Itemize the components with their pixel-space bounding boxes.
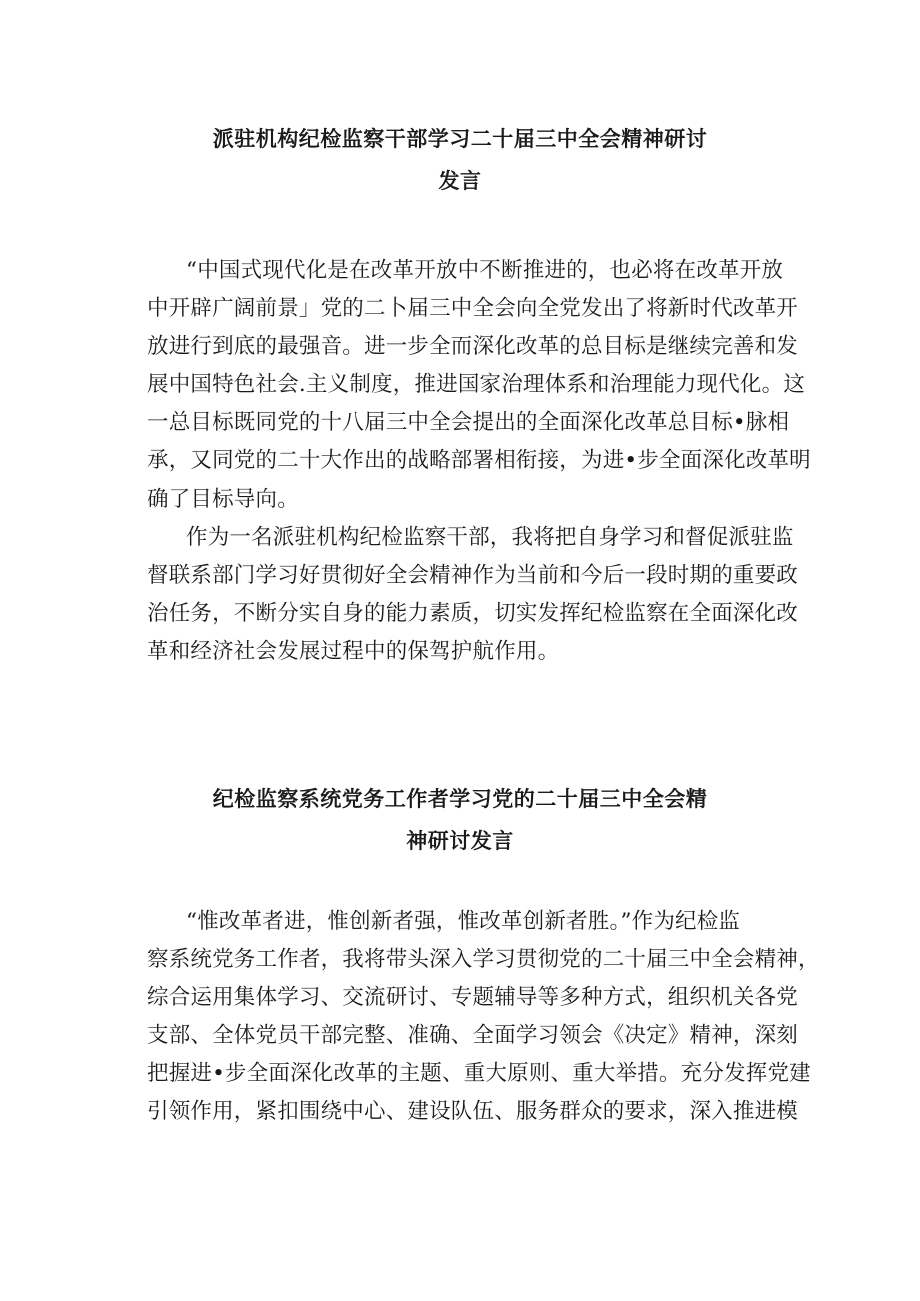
- section2-title-line: 纪检监察系统党务工作者学习党的二十届三中全会精: [212, 787, 708, 811]
- text-line: “惟改革者进，惟创新者强，惟改革创新者胜。”作为纪检监: [186, 909, 741, 934]
- text-line: 把握进•步全面深化改革的主题、重大原则、重大举措。充分发挥党建: [147, 1061, 811, 1087]
- section1-title-line: 派驻机构纪检监察干部学习二十届三中全会精神研讨: [212, 127, 708, 151]
- text-line: 中开辟广阔前景」党的二卜届三中全会向全党发出了将新时代改革开: [147, 296, 799, 322]
- text-line: 引领作用，紧扣围绕中心、建设队伍、服务群众的要求，深入推进模: [147, 1099, 799, 1125]
- text-line: 革和经济社会发展过程中的保驾护航作用。: [147, 638, 560, 664]
- section2-title: [0, 778, 920, 862]
- text-line: 作为一名派驻机构纪检监察干部，我将把自身学习和督促派驻监: [186, 524, 794, 550]
- section2-paragraph-1: [147, 903, 820, 1132]
- section1-paragraph-1: [147, 252, 811, 519]
- section1-title-line: 发言: [438, 169, 482, 193]
- text-line: 承，又同党的二十大作出的战略部署相衔接，为进•步全面深化改革明: [147, 448, 811, 474]
- section1-paragraph-2: [147, 519, 797, 671]
- section1-body: [147, 252, 811, 671]
- section2-title-line: 神研讨发言: [406, 829, 514, 853]
- text-line: 确了目标导向。: [147, 486, 299, 512]
- text-line: 支部、全体党员干部完整、准确、全面学习领会《决定》精神，深刻: [147, 1023, 799, 1049]
- text-line: 治任务，不断分实自身的能力素质，切实发挥纪检监察在全面深化改: [147, 600, 799, 626]
- text-line: 放进行到底的最强音。进一步全而深化改革的总目标是继续完善和发: [147, 334, 799, 360]
- text-line: 综合运用集体学习、交流研讨、专题辅导等多种方式，组织机关各党: [147, 985, 799, 1011]
- section1-title: [0, 118, 920, 202]
- section2-body: [147, 903, 820, 1132]
- text-line: 展中国特色社会.主义制度，推进国家治理体系和治理能力现代化。这: [147, 372, 806, 398]
- text-line: 督联系部门学习好贯彻好全会精神作为当前和今后一段时期的重要政: [147, 562, 799, 588]
- text-line: “中国式现代化是在改革开放中不断推进的，也必将在改革开放: [186, 258, 784, 283]
- text-line: 一总目标既同党的十八届三中全会提出的全面深化改革总目标•脉相: [147, 410, 790, 436]
- text-line: 察系统党务工作者，我将带头深入学习贯彻党的二十届三中全会精神，: [147, 947, 820, 973]
